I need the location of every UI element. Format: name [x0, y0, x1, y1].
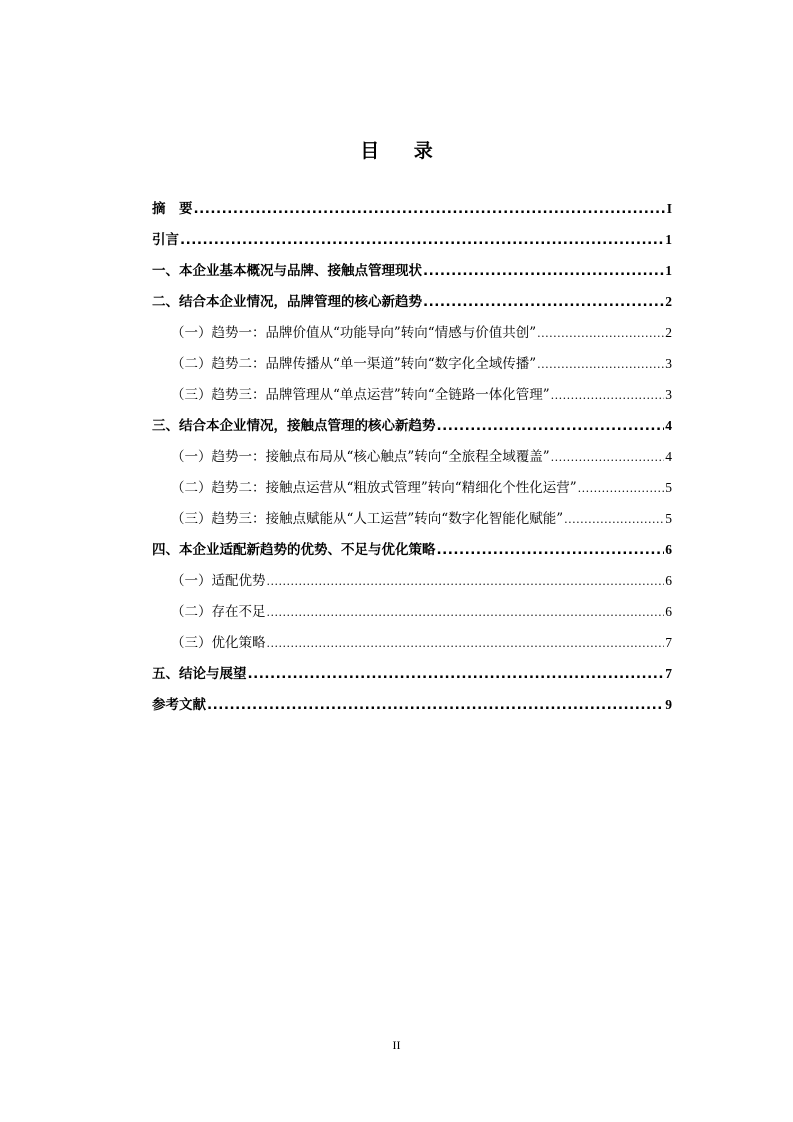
toc-entry-page: 1 — [665, 263, 672, 278]
dot-leader — [248, 663, 665, 685]
toc-entry-page: 2 — [665, 325, 672, 340]
toc-entry-title: 引言 — [152, 232, 179, 248]
toc-entry-page: 2 — [665, 294, 672, 309]
toc-entry-page: 4 — [665, 449, 672, 464]
toc-entry-page: 7 — [665, 635, 672, 650]
dot-leader — [564, 509, 664, 531]
dot-leader — [537, 323, 664, 345]
toc-entry[interactable] — [152, 477, 672, 508]
dot-leader — [423, 260, 664, 282]
dot-leader — [267, 602, 665, 624]
toc-entry-title: 结合本企业情况，品牌管理的核心新趋势 — [179, 294, 422, 310]
dot-leader — [551, 385, 665, 407]
toc-entry[interactable] — [152, 260, 672, 291]
toc-entry-page: 6 — [665, 573, 672, 588]
toc-entry-number: （二） — [171, 480, 212, 496]
toc-entry-page: 3 — [665, 356, 672, 371]
toc-entry-page: 6 — [665, 604, 672, 619]
toc-entry[interactable] — [152, 508, 672, 539]
dot-leader — [423, 291, 664, 313]
dot-leader — [207, 694, 664, 716]
dot-leader — [578, 478, 665, 500]
toc-entry[interactable] — [152, 694, 672, 725]
toc-entry[interactable] — [152, 570, 672, 601]
toc-entry-page: 9 — [665, 697, 672, 712]
toc-entry[interactable] — [152, 632, 672, 663]
toc-entry-page: 7 — [665, 666, 672, 681]
toc-entry-number: （一） — [171, 449, 212, 465]
dot-leader — [437, 415, 665, 437]
toc-entry-number: （三） — [171, 635, 212, 651]
toc-entry[interactable] — [152, 539, 672, 570]
toc-entry-title: 结合本企业情况，接触点管理的核心新趋势 — [179, 418, 436, 434]
toc-entry-number: （二） — [171, 604, 212, 620]
dot-leader — [537, 354, 664, 376]
toc-entry[interactable] — [152, 663, 672, 694]
toc-entry-number: （三） — [171, 387, 212, 403]
toc-entry-title: 参考文献 — [152, 697, 206, 713]
dot-leader — [180, 229, 664, 251]
toc-entry-title: 趋势一：接触点布局从“核心触点”转向“全旅程全域覆盖” — [211, 449, 550, 465]
toc-entry[interactable] — [152, 384, 672, 415]
page-number-footer: II — [392, 1038, 401, 1052]
toc-entry-page: 5 — [665, 511, 672, 526]
toc-entry-page: 1 — [665, 232, 672, 247]
toc-entry-number: 一、 — [152, 263, 179, 279]
toc-entry-number: （三） — [171, 511, 212, 527]
toc-title: 目 录 — [360, 140, 447, 162]
toc-entry-title: 本企业适配新趋势的优势、不足与优化策略 — [179, 542, 436, 558]
toc-entry-page: 3 — [665, 387, 672, 402]
toc-entry-number: 三、 — [152, 418, 179, 434]
toc-entry-number: （二） — [171, 356, 212, 372]
toc-entry-title: 趋势一：品牌价值从“功能导向”转向“情感与价值共创” — [211, 325, 537, 341]
toc-entry-number: 五、 — [152, 666, 179, 682]
toc-entry-number: （一） — [171, 573, 212, 589]
table-of-contents — [152, 198, 672, 725]
toc-entry-page: 5 — [665, 480, 672, 495]
dot-leader — [267, 633, 665, 655]
toc-entry-title: 结论与展望 — [179, 666, 247, 682]
toc-entry[interactable] — [152, 229, 672, 260]
toc-entry-title: 趋势三：接触点赋能从“人工运营”转向“数字化智能化赋能” — [211, 511, 564, 527]
dot-leader — [267, 571, 665, 593]
toc-entry-page: 6 — [665, 542, 672, 557]
toc-entry[interactable] — [152, 601, 672, 632]
toc-entry-title: 存在不足 — [211, 604, 266, 620]
toc-entry[interactable] — [152, 198, 672, 229]
toc-entry-title: 摘 要 — [152, 201, 193, 217]
toc-entry-page: I — [666, 201, 672, 216]
dot-leader — [194, 198, 666, 220]
toc-entry-title: 趋势二：品牌传播从“单一渠道”转向“数字化全域传播” — [211, 356, 537, 372]
toc-entry-title: 优化策略 — [211, 635, 266, 651]
dot-leader — [437, 539, 665, 561]
toc-entry-title: 本企业基本概况与品牌、接触点管理现状 — [179, 263, 422, 279]
toc-entry-title: 趋势三：品牌管理从“单点运营”转向“全链路一体化管理” — [211, 387, 550, 403]
dot-leader — [551, 447, 665, 469]
toc-entry[interactable] — [152, 322, 672, 353]
toc-entry[interactable] — [152, 415, 672, 446]
toc-entry-title: 趋势二：接触点运营从“粗放式管理”转向“精细化个性化运营” — [211, 480, 577, 496]
toc-entry-number: （一） — [171, 325, 212, 341]
toc-entry[interactable] — [152, 446, 672, 477]
toc-entry-number: 二、 — [152, 294, 179, 310]
toc-entry[interactable] — [152, 353, 672, 384]
toc-entry[interactable] — [152, 291, 672, 322]
toc-entry-title: 适配优势 — [211, 573, 266, 589]
toc-entry-number: 四、 — [152, 542, 179, 558]
toc-entry-page: 4 — [665, 418, 672, 433]
